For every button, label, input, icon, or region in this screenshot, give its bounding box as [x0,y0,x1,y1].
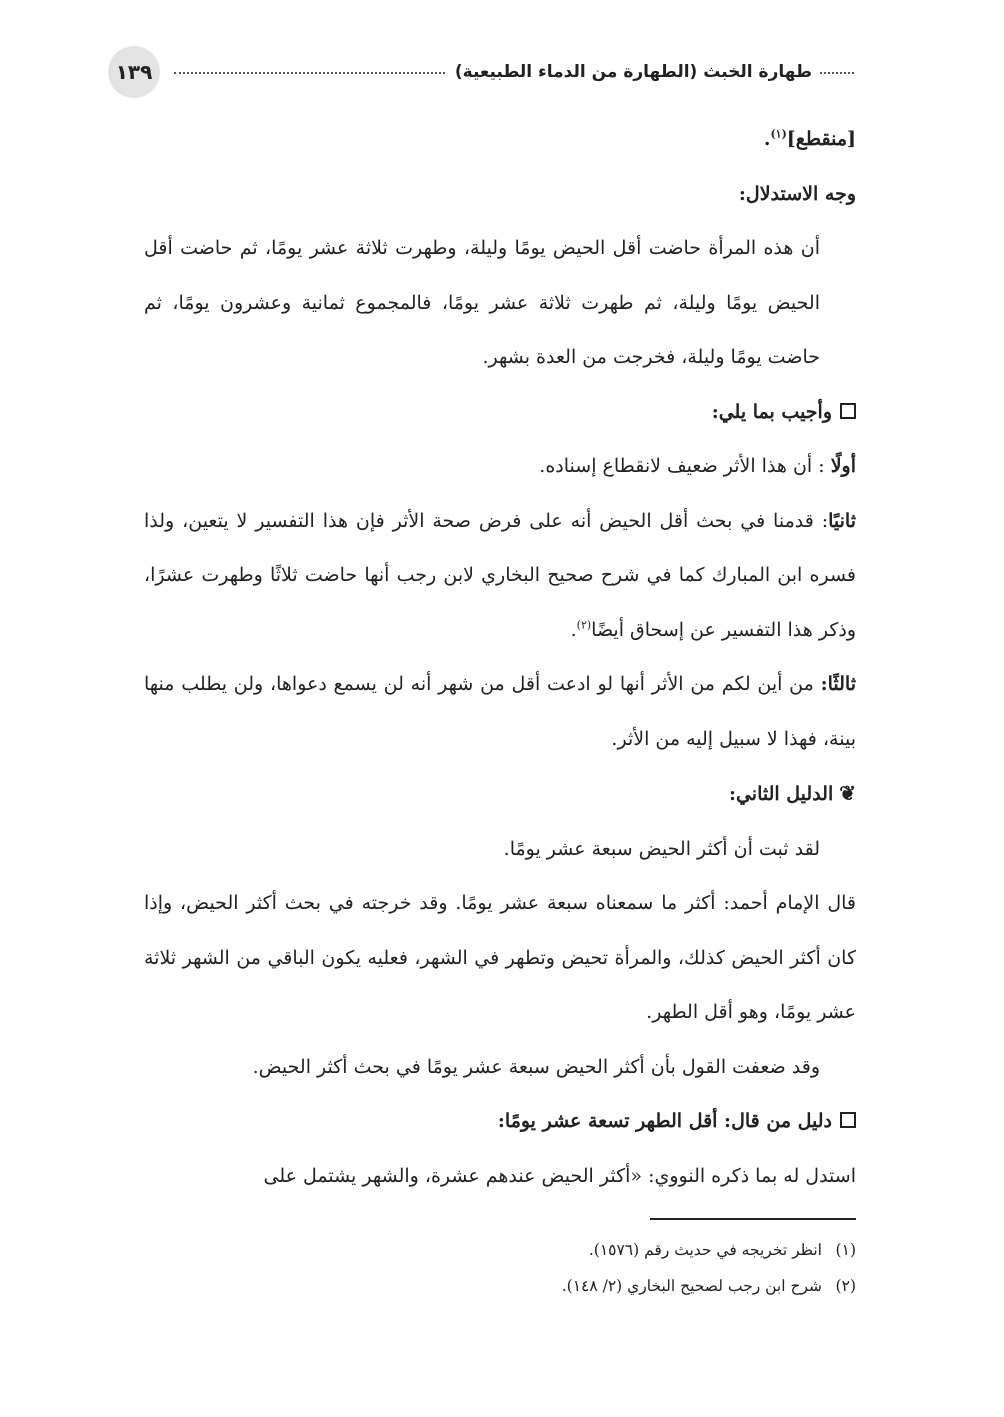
paragraph-first: أولًا : أن هذا الأثر ضعيف لانقطاع إسناده. [539,455,856,477]
footnote-ref-1[interactable]: (١) [770,127,787,141]
header-title: طهارة الخبث (الطهارة من الدماء الطبيعية) [454,62,812,82]
header-dots-right [820,71,854,74]
paragraph-third: ثالثًا: من أين لكم من الأثر أنها لو ادعت أقل من شهر أنه لن يسمع دعواها، ولن يطلب منها بينة، فهذا لا سبيل إليه من الأثر. [144,673,856,750]
heading-second-evidence: ❦الدليل الثاني: [728,781,856,805]
body-text [144,112,856,1203]
heading-wajh-istidlal: وجه الاستدلال: [738,182,856,205]
footnote-ref-2[interactable]: (٢) [576,618,592,632]
paragraph-munqati: [منقطع]$^{(١)}$. [763,127,856,150]
paragraph-established: لقد ثبت أن أكثر الحيض سبعة عشر يومًا. [503,837,820,860]
heading-nineteen-days: دليل من قال: أقل الطهر تسعة عشر يومًا: [144,1094,856,1149]
paragraph-second: ثانيًا: قدمنا في بحث أقل الحيض أنه على فرض صحة الأثر فإن هذا التفسير لا يتعين، ولذا فسره ابن المبارك كما في شرح صحيح البخاري لابن رجب أنها حاضت ثلاثًا وطهرت عشرًا، وذكر هذا التفسير عن إسحاق أيضًا$^{(٢)}$. [144,509,856,641]
checkbox-square-icon [840,1112,856,1128]
running-header [108,46,854,98]
paragraph-weakened: وقد ضعفت القول بأن أكثر الحيض سبعة عشر يومًا في بحث أكثر الحيض. [252,1055,820,1078]
footnotes [144,1232,856,1304]
checkbox-square-icon [840,403,856,419]
page-number: ١٣٩ [108,46,160,98]
footnote-2: (٢)شرح ابن رجب لصحيح البخاري (٢/ ١٤٨). [561,1277,856,1295]
heading-answers: وأجيب بما يلي: [144,385,856,440]
header-dots-left [174,71,445,74]
paragraph-imam-ahmad: قال الإمام أحمد: أكثر ما سمعناه سبعة عشر يومًا. وقد خرجته في بحث أكثر الحيض، وإذا كان أكثر الحيض كذلك، والمرأة تحيض وتطهر في الشهر، فعليه يكون الباقي من الشهر ثلاثة عشر يومًا، وهو أقل الطهر. [144,892,856,1023]
leaf-ornament-icon: ❦ [839,781,856,805]
footnote-separator [650,1218,856,1220]
footnote-1: (١)انظر تخريجه في حديث رقم (١٥٧٦). [588,1241,856,1259]
paragraph-nawawi: استدل له بما ذكره النووي: «أكثر الحيض عندهم عشرة، والشهر يشتمل على [263,1164,856,1187]
paragraph-explanation: أن هذه المرأة حاضت أقل الحيض يومًا وليلة، وطهرت ثلاثة عشر يومًا، ثم حاضت أقل الحيض يومًا وليلة، ثم طهرت ثلاثة عشر يومًا، فالمجموع ثمانية وعشرون يومًا، ثم حاضت يومًا وليلة، فخرجت من العدة بشهر. [144,237,820,368]
